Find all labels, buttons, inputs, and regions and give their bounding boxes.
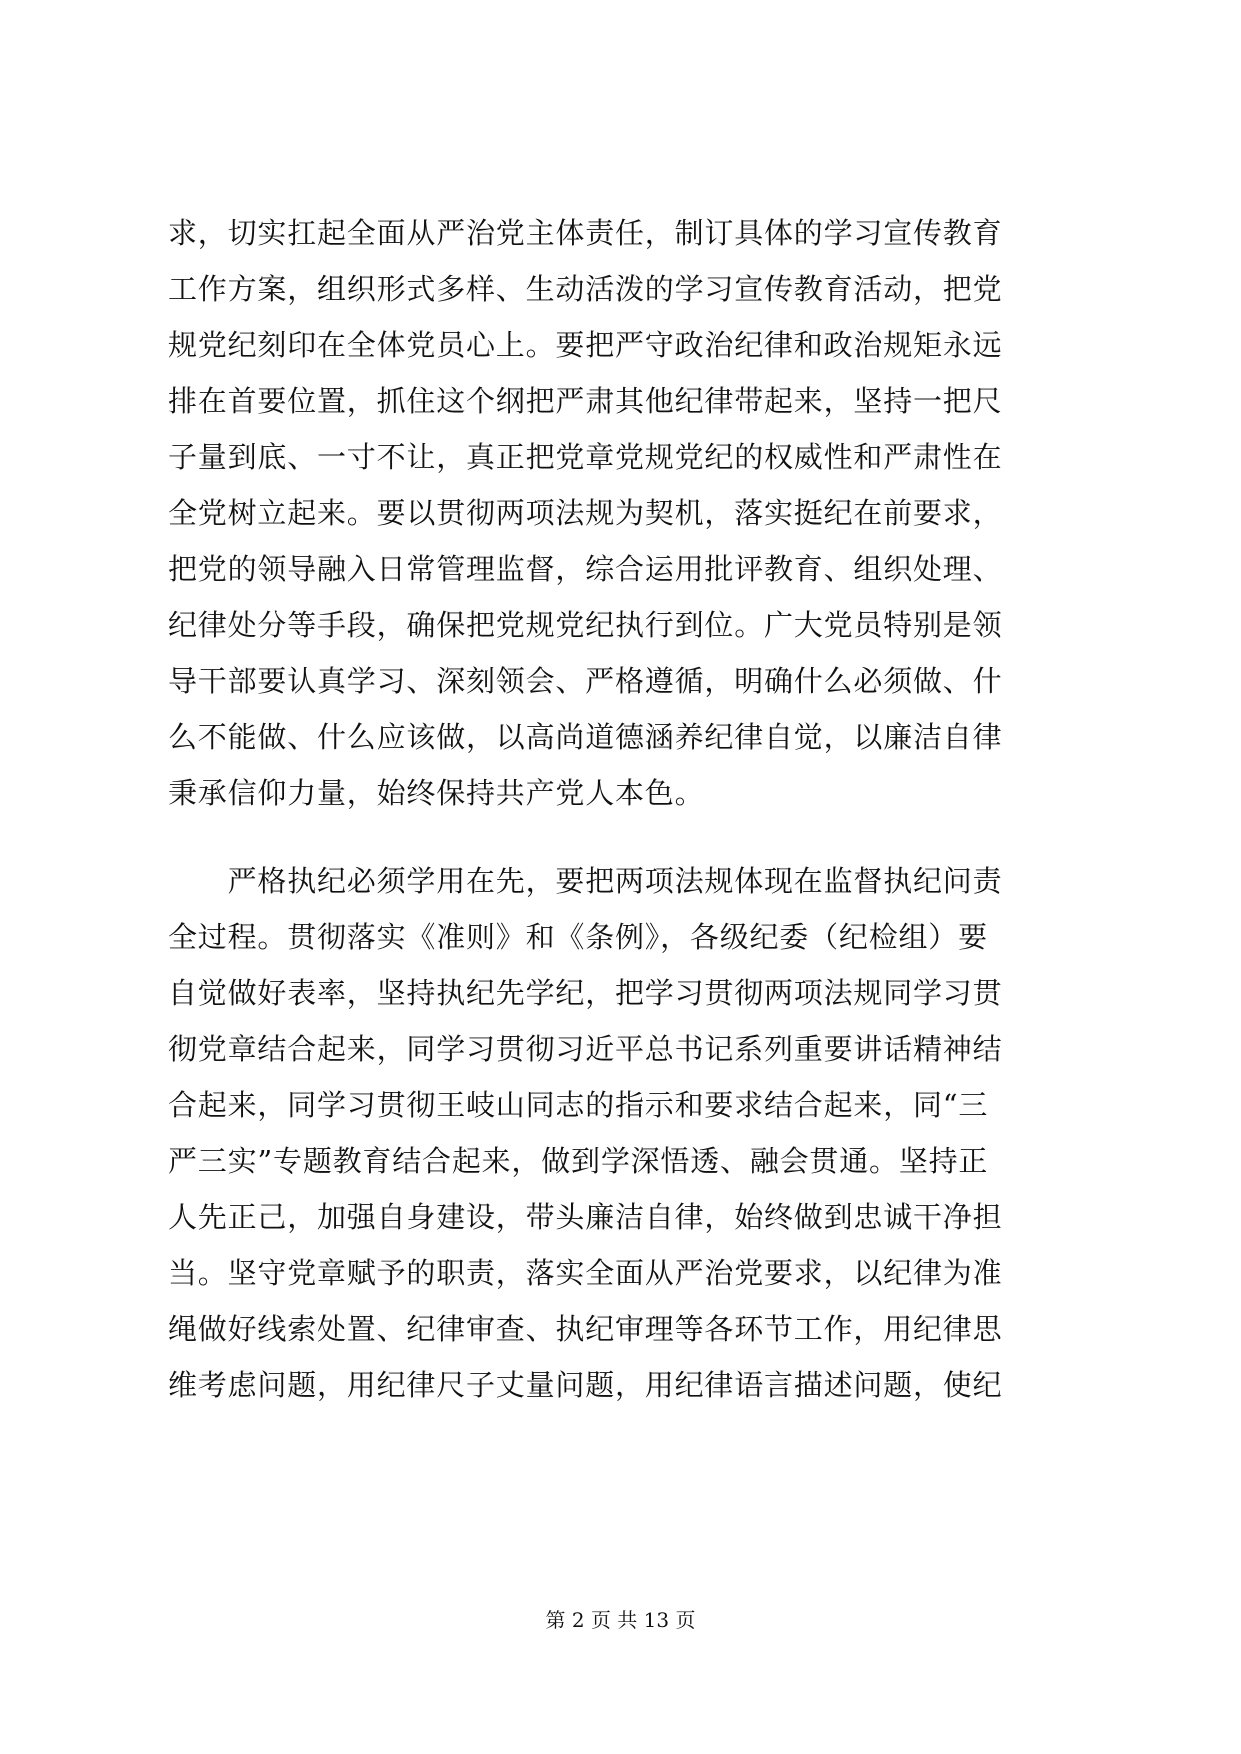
paragraph-line: 子量到底、一寸不让，真正把党章党规党纪的权威性和严肃性在 — [168, 440, 1003, 474]
paragraph-line: 纪律处分等手段，确保把党规党纪执行到位。广大党员特别是领 — [168, 608, 1003, 642]
paragraph-1 — [168, 205, 1083, 821]
paragraph-line: 秉承信仰力量，始终保持共产党人本色。 — [168, 776, 705, 810]
paragraph-line: 严三实”专题教育结合起来，做到学深悟透、融会贯通。坚持正 — [168, 1144, 989, 1178]
paragraph-line: 严格执纪必须学用在先，要把两项法规体现在监督执纪问责 — [168, 864, 1003, 898]
paragraph-line: 当。坚守党章赋予的职责，落实全面从严治党要求，以纪律为准 — [168, 1256, 1003, 1290]
paragraph-line: 排在首要位置，抓住这个纲把严肃其他纪律带起来，坚持一把尺 — [168, 384, 1003, 418]
paragraph-line: 导干部要认真学习、深刻领会、严格遵循，明确什么必须做、什 — [168, 664, 1003, 698]
paragraph-line: 绳做好线索处置、纪律审查、执纪审理等各环节工作，用纪律思 — [168, 1312, 1003, 1346]
paragraph-line: 自觉做好表率，坚持执纪先学纪，把学习贯彻两项法规同学习贯 — [168, 976, 1003, 1010]
paragraph-line: 求，切实扛起全面从严治党主体责任，制订具体的学习宣传教育 — [168, 216, 1003, 250]
paragraph-line: 全党树立起来。要以贯彻两项法规为契机，落实挺纪在前要求， — [168, 496, 1003, 530]
paragraph-line: 规党纪刻印在全体党员心上。要把严守政治纪律和政治规矩永远 — [168, 328, 1003, 362]
paragraph-line: 维考虑问题，用纪律尺子丈量问题，用纪律语言描述问题，使纪 — [168, 1368, 1003, 1402]
paragraph-line: 把党的领导融入日常管理监督，综合运用批评教育、组织处理、 — [168, 552, 1003, 586]
paragraph-line: 人先正己，加强自身建设，带头廉洁自律，始终做到忠诚干净担 — [168, 1200, 1003, 1234]
paragraph-line: 么不能做、什么应该做，以高尚道德涵养纪律自觉，以廉洁自律 — [168, 720, 1003, 754]
paragraph-line: 全过程。贯彻落实《准则》和《条例》，各级纪委（纪检组）要 — [168, 920, 988, 954]
paragraph-line: 合起来，同学习贯彻王岐山同志的指示和要求结合起来，同“三 — [168, 1088, 989, 1122]
paragraph-line: 工作方案，组织形式多样、生动活泼的学习宣传教育活动，把党 — [168, 272, 1003, 306]
paragraph-2 — [168, 853, 1083, 1413]
page-footer: 第 2 页 共 13 页 — [545, 1608, 696, 1632]
paragraph-line: 彻党章结合起来，同学习贯彻习近平总书记系列重要讲话精神结 — [168, 1032, 1003, 1066]
